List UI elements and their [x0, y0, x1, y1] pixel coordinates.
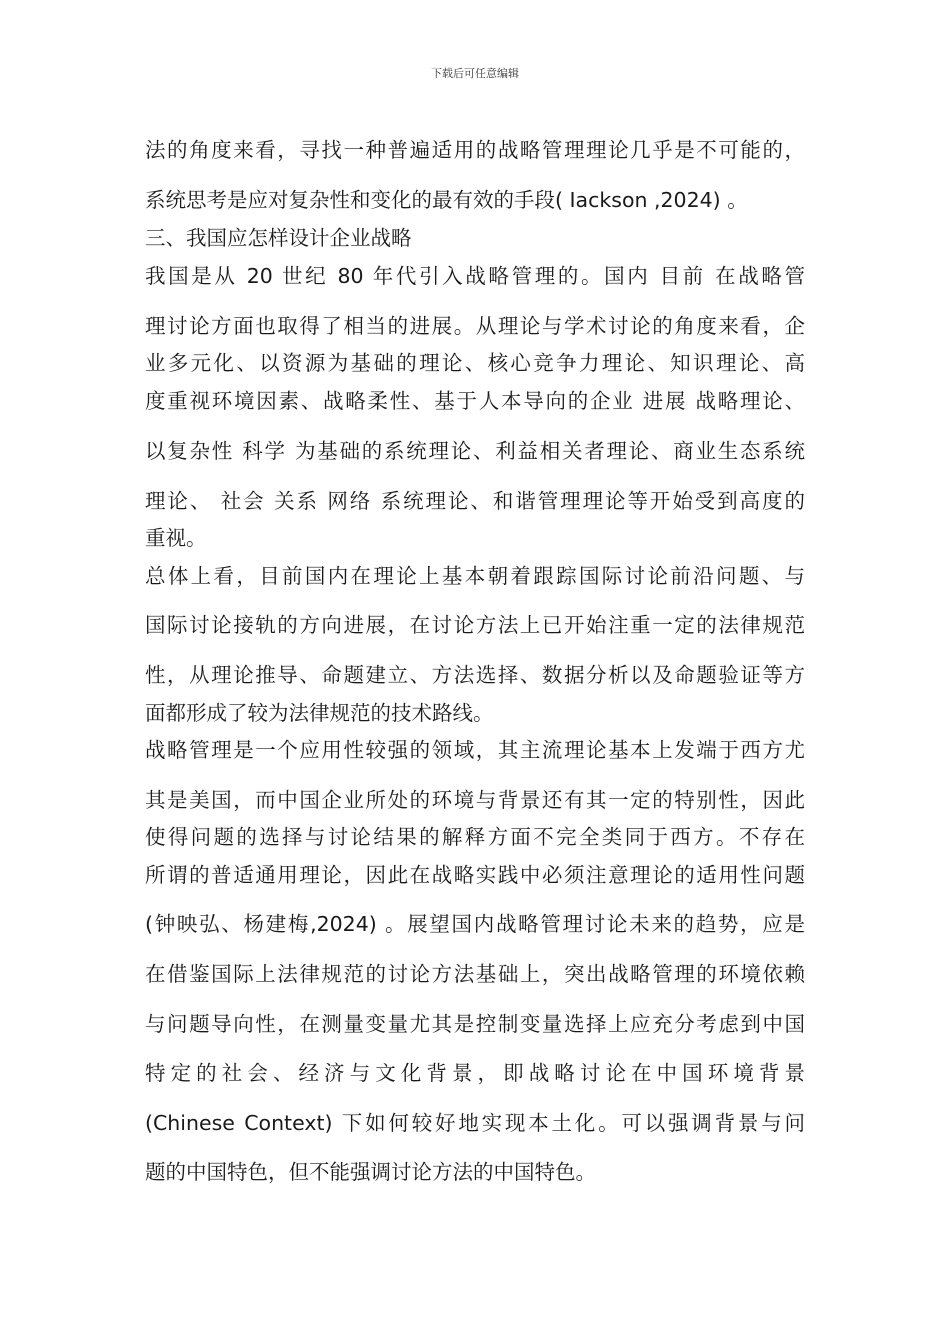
text-line: (Chinese Context) 下如何较好地实现本土化。可以强调背景与问 [145, 1111, 805, 1135]
text-line: 性，从理论推导、命题建立、方法选择、数据分析以及命题验证等方 [145, 663, 805, 687]
text-line: 重视。 [145, 526, 207, 550]
text-line: 面都形成了较为法律规范的技术路线。 [145, 701, 494, 725]
text-line: 总体上看，目前国内在理论上基本朝着跟踪国际讨论前沿问题、与 [145, 564, 805, 588]
text-line: 系统思考是应对复杂性和变化的最有效的手段( Iackson ,2024) 。 [145, 188, 748, 212]
text-line: 特定的社会、经济与文化背景，即战略讨论在中国环境背景 [145, 1061, 805, 1085]
text-line: 在借鉴国际上法律规范的讨论方法基础上，突出战略管理的环境依赖 [145, 962, 805, 986]
text-line: 战略管理是一个应用性较强的领域，其主流理论基本上发端于西方尤 [145, 738, 805, 762]
text-line: 我国是从 20 世纪 80 年代引入战略管理的。国内 目前 在战略管 [145, 264, 805, 288]
text-line: 国际讨论接轨的方向进展，在讨论方法上已开始注重一定的法律规范 [145, 613, 805, 637]
text-line: 使得问题的选择与讨论结果的解释方面不完全类同于西方。不存在 [145, 825, 805, 849]
text-line: 法的角度来看，寻找一种普遍适用的战略管理理论几乎是不可能的， [145, 138, 805, 162]
text-line: 题的中国特色，但不能强调讨论方法的中国特色。 [145, 1160, 596, 1184]
text-line: 与问题导向性，在测量变量尤其是控制变量选择上应充分考虑到中国 [145, 1012, 805, 1036]
text-line: 三、我国应怎样设计企业战略 [145, 226, 412, 250]
text-line: 以复杂性 科学 为基础的系统理论、利益相关者理论、商业生态系统 [145, 439, 805, 463]
text-line: 度重视环境因素、战略柔性、基于人本导向的企业 进展 战略理论、 [145, 389, 805, 413]
text-line: 业多元化、以资源为基础的理论、核心竞争力理论、知识理论、高 [145, 351, 805, 375]
text-line: 其是美国，而中国企业所处的环境与背景还有其一定的特别性，因此 [145, 788, 805, 812]
text-line: 理论、 社会 关系 网络 系统理论、和谐管理理论等开始受到高度的 [145, 489, 805, 513]
text-line: 所谓的普适通用理论，因此在战略实践中必须注意理论的适用性问题 [145, 863, 805, 887]
page-header: 下载后可任意编辑 [431, 67, 519, 80]
text-line: (钟映弘、杨建梅,2024) 。展望国内战略管理讨论未来的趋势，应是 [145, 912, 805, 936]
text-line: 理讨论方面也取得了相当的进展。从理论与学术讨论的角度来看，企 [145, 314, 805, 338]
